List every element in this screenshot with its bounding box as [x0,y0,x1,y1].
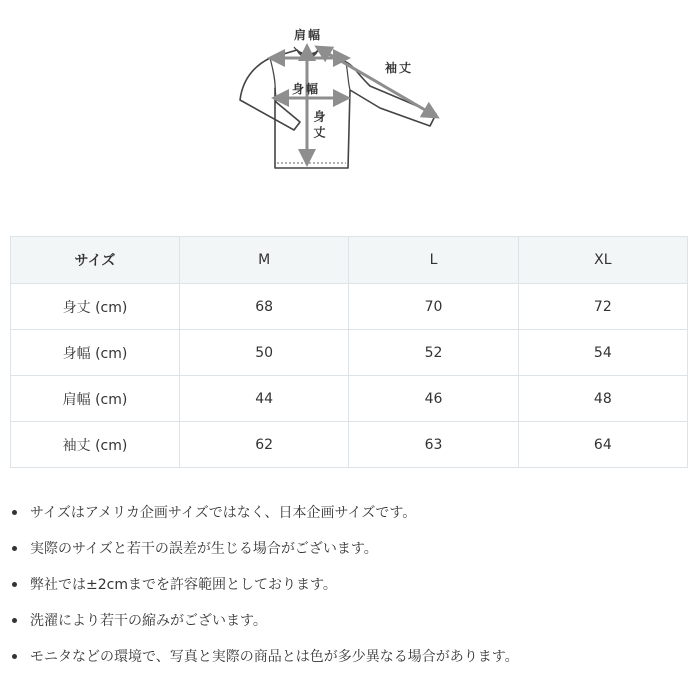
notes-list [10,498,519,678]
cell-value: 63 [349,422,518,468]
table-row [11,422,688,468]
shoulder-label: 肩幅 [294,28,323,42]
table-row [11,284,688,330]
note-text: 実際のサイズと若干の誤差が生じる場合がございます。 [30,541,378,557]
row-label: 身幅 (cm) [11,330,180,376]
cell-value: 46 [349,376,518,422]
cell-value: 48 [518,376,687,422]
table-header-row [11,237,688,284]
bullet-icon [12,654,17,659]
size-table [10,236,688,468]
table-row [11,376,688,422]
cell-value: 50 [180,330,349,376]
header-xl: XL [518,237,687,284]
cell-value: 68 [180,284,349,330]
cell-value: 44 [180,376,349,422]
length-label: 身丈 [312,110,326,142]
row-label: 身丈 (cm) [11,284,180,330]
cell-value: 54 [518,330,687,376]
header-l: L [349,237,518,284]
bullet-icon [12,582,17,587]
cell-value: 62 [180,422,349,468]
bullet-icon [12,546,17,551]
note-text: サイズはアメリカ企画サイズではなく、日本企画サイズです。 [30,505,417,521]
header-m: M [180,237,349,284]
header-size: サイズ [11,237,180,284]
row-label: 袖丈 (cm) [11,422,180,468]
size-diagram [230,18,460,178]
shirt-outline-icon [230,18,460,178]
row-label: 肩幅 (cm) [11,376,180,422]
list-item [10,570,519,606]
note-text: モニタなどの環境で、写真と実際の商品とは色が多少異なる場合があります。 [30,649,519,665]
bullet-icon [12,618,17,623]
list-item [10,606,519,642]
list-item [10,498,519,534]
cell-value: 52 [349,330,518,376]
sleeve-label: 袖丈 [385,61,414,75]
note-text: 洗濯により若干の縮みがございます。 [30,613,267,629]
cell-value: 64 [518,422,687,468]
cell-value: 70 [349,284,518,330]
list-item [10,534,519,570]
bullet-icon [12,510,17,515]
cell-value: 72 [518,284,687,330]
width-label: 身幅 [292,82,321,96]
note-text: 弊社では±2cmまでを許容範囲としております。 [30,577,337,593]
list-item [10,642,519,678]
table-row [11,330,688,376]
